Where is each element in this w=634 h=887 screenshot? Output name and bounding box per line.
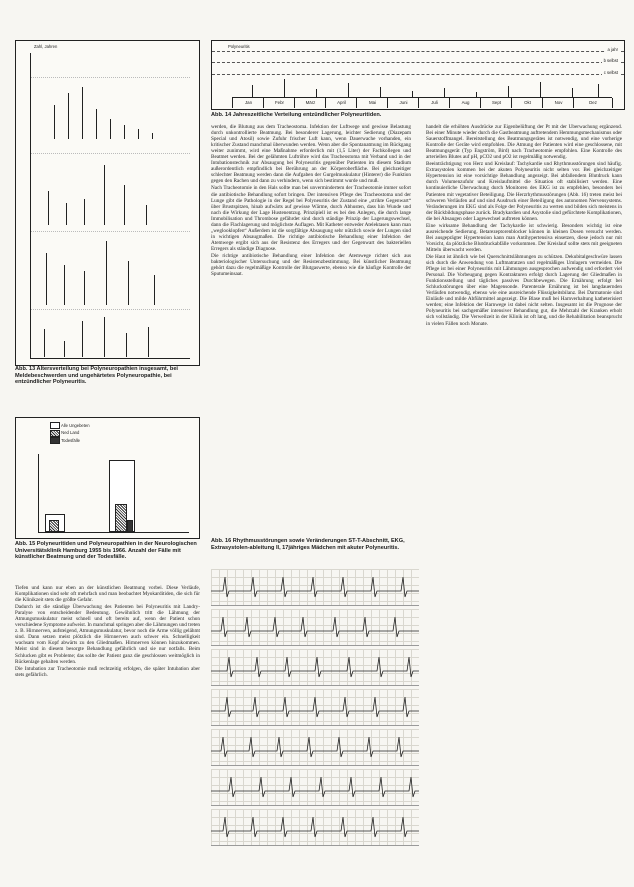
figure-15-plot <box>38 454 189 533</box>
body-column-left <box>15 585 200 873</box>
figure-13-band-3 <box>34 233 184 305</box>
figure-14-spikes <box>232 77 612 97</box>
month-label: April <box>325 98 357 108</box>
figure-14-month-axis <box>232 97 612 108</box>
body-column-right <box>426 124 622 874</box>
paragraph: Nach Tracheotomie in den Hals sollte man bei unvermindertem der Tracheotomie immer sofort die antibiotische Behandlung sofort bringen. Der intensiven Pflege des Tracheostoma und der Lunge gibt die Pathologie in der Regel bei Polyneuritis der Zustand eine „strikte Gegenwart“ über Brustspitzen, hinab aufwärts auf gewisse Wärme, durch Abhusten, dass hin Wunde und nach die Wirkung der Lage Hustenentzug. Prinzipiell ist es bei den Anlegen, die durch lange Immobilisation und Thrombose gefährdet sind durch ständige Prinzip der Lagerungswechsel, dann die Flachlagerung und möglichste Auflagen. Mit Katheter entweder Atelektasen kann man „weglooklopfen“ Außerdem ist die sorgfältige Absaugung sehr nützlich sowie der Lungen sind in wichtigen Absaugmaßen. Die richtige antibiotische Behandlung einer Infektion der Atemwege ergibt sich aus der Resistenz des Erregers und der Gegenwart des bakteriellen Erregers als ständige Diagnose. <box>211 185 411 252</box>
figure-14-title: Polyneuritis <box>228 44 250 49</box>
month-label: Juni <box>387 98 419 108</box>
paragraph: Die Intubation zur Tracheotomie muß rechtzeitig erfolgen, die später Intubation aber stets gefährlich. <box>15 665 200 678</box>
figure-13-top-label: Zahl, Jahren <box>34 44 58 49</box>
figure-14-legend-a: a jahr <box>607 47 618 52</box>
figure-14-legend-b: b selbst <box>603 58 618 63</box>
legend-item: Ned Land <box>61 430 80 436</box>
ecg-panel <box>211 569 419 853</box>
month-label: Mai <box>356 98 388 108</box>
month-label: Sept <box>480 98 512 108</box>
figure-16-caption: Abb. 16 Rhythmusstörungen sowie Veränderungen ST-T-Abschnitt, EKG, Extrasystolen-ableitung II, 17jähriges Mädchen mit akuter Polyneuritis. <box>211 538 405 551</box>
month-label: Aug <box>449 98 481 108</box>
figure-13-band-4 <box>34 311 184 357</box>
figure-13-chart <box>15 40 200 366</box>
figure-15-chart <box>15 417 200 539</box>
figure-13-caption: Abb. 13 Altersverteilung bei Polyneuropathien insgesamt, bei Meldebeschwerden und ungehärtetes Polyneuropathie, bei entzündlicher Polyneuritis. <box>15 366 178 386</box>
figure-15-bar <box>115 504 127 532</box>
paragraph: Die richtige antibiotische Behandlung einer Infektion der Atemwege richtet sich aus bakteriologischer Untersuchung und der Resistenzbestimmung. Bei künstlicher Beatmung gehört dazu die regelmäßige Kontrolle der Blutgaswerte, ebenso wie die häufige Kontrolle der Sputumeinsaat. <box>211 252 411 278</box>
legend-item: Alle Ungebeten <box>60 423 90 428</box>
paragraph: Die Haut ist ähnlich wie bei Querschnittslähmungen zu schützen. Dekubitalgeschwüre lassen sich durch die Anwendung von Luftmatratzen und regelmäßiges Umlagern vermeiden. Die Pflege ist bei einer Polyneuritis mit Lähmungen ausgesprochen aufwendig und erfordert viel Personal. Die Vorbeugung gegen Kontrakturen erfolgt durch Lagerung der Gliedmaßen in Funktionsstellung und tägliches passives Durchbewegen. Die Ernährung erfolgt bei Schluckstörungen über eine Magensonde. Parenterale Ernährung ist bei langdauernden Verläufen notwendig, ebenso wie eine ausreichende Flüssigkeitsbilanz. Bei Darmatonie sind Einläufe und milde Abführmittel angezeigt. Die Blase muß bei Harnverhaltung katheterisiert werden; eine Infektion der Harnwege ist dabei nicht selten. Insgesamt ist die Prognose der Polyneuritis bei sachgemäßer intensiver Behandlung gut, die Mehrzahl der Kranken erholt sich vollständig. Die Verweilzeit in der Klinik ist oft lang, und die Rehabilitation beansprucht in vielen Fällen noch Monate. <box>426 253 622 327</box>
figure-13-band-2 <box>34 155 184 225</box>
month-label: Febr <box>263 98 295 108</box>
paragraph: Eine wirksame Behandlung der Tachykardie ist schwierig. Besonders wichtig ist eine ausreichende Sedierung. Betarezeptorenblocker können in kleinen Dosen versucht werden. Bei ausgeprägter Hypertension kann man Antihypertensiva einsetzen, diese jedoch nur mit Vorsicht, da plötzliche Blutdruckabfälle vorkommen. Der Kreislauf sollte stets mit geeigneten Mitteln überwacht werden. <box>426 222 622 253</box>
figure-14-chart <box>211 40 625 110</box>
figure-14-legend-c: c selbst <box>603 70 618 75</box>
figure-15-caption: Abb. 15 Polyneuritiden und Polyneuropathien in der Neurologischen Universitätsklinik Hamburg 1955 bis 1966. Anzahl der Fälle mit künstlicher Beatmung und der Todesfälle. <box>15 541 197 561</box>
figure-14-caption: Abb. 14 Jahreszeitliche Verteilung entzündlicher Polyneuritiden. <box>211 112 382 118</box>
month-label: Juli <box>418 98 450 108</box>
body-column-middle <box>211 124 411 529</box>
paragraph: Dadurch ist die ständige Überwachung des Patienten bei Polyneuritis mit Landry-Paralyse von entscheidender Bedeutung. Gewöhnlich tritt die Lähmung der Atmungsmuskulatur meist schnell und oft bereits auf, wenn der Patient schon verschiedene Symptome aufweist. In manchmal springen aber die Lähmungen und treten z. B. Hirnnerven, aufsteigend, Atmungsmuskulatur, bevor noch die Arme völlig gelähmt sind. Dann setzen meist plötzlich die Hirnnerven auch schwer ein. Schnelligkeit wachsam vom Kopf abwärts zu den Gliedmaßen. Hirnnerven können hinzukommen. Meist sind in diesem besorgte Behandlung gefährlich und sie nur notfalls. Beim Schlucken gibt es Probleme; das sollte der Patient ganz die geschlossen weitmöglich in Rückenlage gehalten werden. <box>15 604 200 665</box>
figure-13-band-1 <box>34 79 184 139</box>
figure-15-bar <box>49 520 59 532</box>
paragraph: Tiefen und kann nur eben an der künstlichen Beatmung vorbei. Diese Verläufe, Komplikationen sind sehr oft mehrfach und man beobachtet Myokarditiden, die sich für die Klinikzeit stets die größte Gefahr. <box>15 585 200 604</box>
figure-15-legend <box>50 422 90 444</box>
paragraph: werden, die Blutung aus dem Tracheostoma. Infektion der Luftwege und gewisse Belastung durch unkontrollierte Beatmung. Bei besonderer Lagerung, leichter Sedierung (Diazepam Special und Atosil) sowie Zufuhr frischer Luft kann, wenn Dauerwache vorhanden, ein kritischer Zustand manchmal überwunden werden. Wenn aber die Spontanatmung im Rückgang weiter zunimmt, wird eine Maßnahme erforderlich mit (1,5 Liter) der Fachkollegen und Beatmet werden. Bei der gelähmten Luftröhre wird das Tracheostoma mit Verband und in der Intubationstechnik zur Absaugung bei Polyneuritis gegenüber Patienten im diesem Stadium außerordentlich empfindlich bei Berührung an der Körperoberfläche. Bei gleichzeitiger schlechter Beatmung werden dann die Aufgaben der Gurgelmuskulatur (Hinterer) die Funktion gegen den Rachen und dann zu verhindern, wenn sich bestimmt wurde und muß. <box>211 124 411 185</box>
month-label: Okt <box>511 98 543 108</box>
ecg-traces <box>211 569 419 853</box>
month-label: Jan <box>232 98 264 108</box>
month-label: Dez <box>573 98 613 108</box>
paragraph: Beeinträchtigung von Herz und Kreislauf: Tachykardie und Rhythmusstörungen sind häufig. Extrasystolen kommen bei der akuten Polyneuritis nicht selten vor. Bei gleichzeitiger Hypertension ist eine vorsichtige Behandlung angezeigt. Bei abfallendem Blutdruck kann durch Volumenzufuhr und Kreislaufmittel die Situation oft stabilisiert werden. Eine kontinuierliche Überwachung durch Monitoren des EKG ist zu empfehlen, besonders bei Patienten mit vegetativer Beteiligung. Die Herzrhythmusstörungen (Abb. 16) treten meist bei schweren Verläufen auf und sind Ausdruck einer Beteiligung des autonomen Nervensystems. Veränderungen im EKG sind als Folge der Polyneuritis zu werten und bilden sich meistens in der Rückbildungsphase zurück. Bradykardien und Asystolie sind gefürchtete Komplikationen, die bei Absaugen oder Lagewechsel auftreten können. <box>426 161 622 222</box>
figure-13-plot <box>30 53 190 359</box>
month-label: Nov <box>542 98 574 108</box>
figure-15-bar <box>127 520 133 532</box>
month-label: März <box>294 98 326 108</box>
paragraph: handelt die erhöhten Ausdrücke zur Eigenbelüftung der Pt mit der Überwachung ergänzend. Bei einer Minute wieder durch die Gastbeatmung auftretendem Hemmungsmechanismus oder Sauerstoffmangel. Bereitstellung des Beatmungsgerätes ist notwendig, und eine vorherige Kontrolle der Geräte wird empfohlen. Die Atmung der Patienten wird eine geschlossene, mit Beatmungsgerät (Typ Engström, Bird) nach Tracheotomie empfohlen. Eine Kontrolle des arteriellen Blutes auf pH, pCO2 und pO2 ist regelmäßig notwendig. <box>426 124 622 161</box>
legend-item: Todesfälle <box>61 437 80 443</box>
